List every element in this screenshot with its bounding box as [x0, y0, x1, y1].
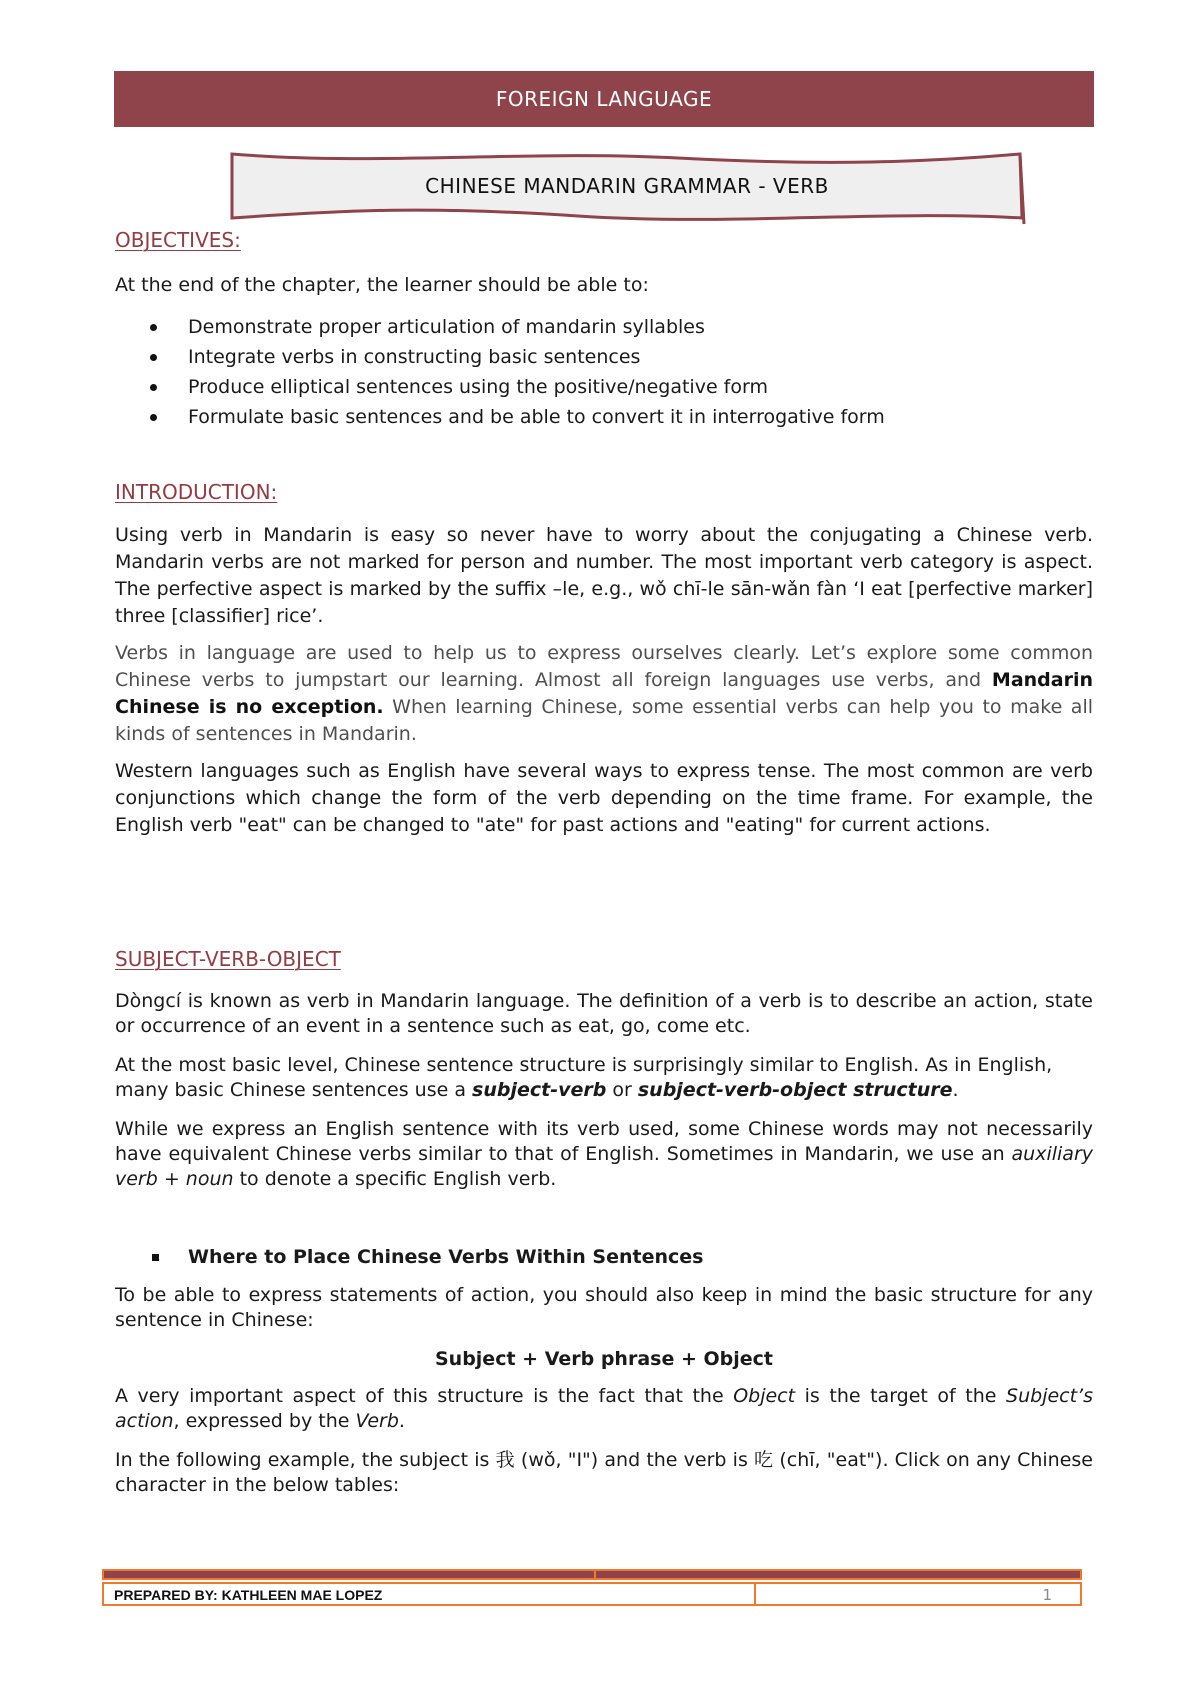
placement-paragraph-1: To be able to express statements of action, you should also keep in mind the basic structure for any sentence in Chinese: — [115, 1284, 1093, 1331]
placement-subheading: Where to Place Chinese Verbs Within Sentences — [115, 1244, 1093, 1271]
bullet-dot-icon — [150, 414, 157, 421]
svo-heading: SUBJECT-VERB-OBJECT — [115, 947, 341, 971]
objectives-heading: OBJECTIVES: — [115, 228, 241, 252]
footer-accent-bar — [102, 1569, 1082, 1580]
objectives-list — [115, 312, 1093, 432]
chapter-title: CHINESE MANDARIN GRAMMAR - VERB — [425, 174, 829, 198]
placement-paragraph-2: A very important aspect of this structure is the fact that the Object is the target of the Subject’s action, expressed by the Verb. — [115, 1385, 1093, 1432]
svo-paragraph-1: Dòngcí is known as verb in Mandarin language. The definition of a verb is to describe an action, state or occurrence of an event in a sentence such as eat, go, come etc. — [115, 990, 1093, 1037]
prepared-by-label: PREPARED BY: KATHLEEN MAE LOPEZ — [114, 1587, 383, 1603]
objective-item: Formulate basic sentences and be able to convert it in interrogative form — [115, 402, 1093, 432]
objective-item: Demonstrate proper articulation of mandarin syllables — [115, 312, 1093, 342]
objective-item: Integrate verbs in constructing basic sentences — [115, 342, 1093, 372]
page-footer — [102, 1569, 1082, 1606]
objectives-intro: At the end of the chapter, the learner should be able to: — [115, 274, 649, 296]
square-bullet-icon — [152, 1254, 159, 1261]
footer-info-row — [102, 1582, 1082, 1606]
subject-header-band — [114, 71, 1094, 127]
introduction-paragraph-1: Using verb in Mandarin is easy so never have to worry about the conjugating a Chinese verb. Mandarin verbs are not marked for person and number. The most important verb category is aspect. The perfective aspect is marked by the suffix –le, e.g., wǒ chī-le sān-wǎn fàn ‘I eat [perfective marker] three [classifier] rice’. — [115, 524, 1093, 627]
introduction-paragraph-3: Western languages such as English have several ways to express tense. The most common are verb conjunctions which change the form of the verb depending on the time frame. For example, the English verb "eat" can be changed to "ate" for past actions and "eating" for current actions. — [115, 760, 1093, 836]
sentence-structure-formula: Subject + Verb phrase + Object — [434, 1348, 773, 1370]
svo-paragraph-2: At the most basic level, Chinese sentence structure is surprisingly similar to English. As in English, many basic Chinese sentences use a subject-verb or subject-verb-object structure. — [115, 1054, 1053, 1101]
page-number: 1 — [1042, 1586, 1052, 1604]
svo-paragraph-3: While we express an English sentence with its verb used, some Chinese words may not necessarily have equivalent Chinese verbs similar to that of English. Sometimes in Mandarin, we use an auxiliary verb + noun to denote a specific English verb. — [115, 1118, 1093, 1190]
bullet-dot-icon — [150, 354, 157, 361]
title-scroll-banner — [228, 148, 1026, 228]
introduction-paragraph-2: Verbs in language are used to help us to express ourselves clearly. Let’s explore some common Chinese verbs to jumpstart our learning. Almost all foreign languages use verbs, and Mandarin Chinese is no exception. When learning Chinese, some essential verbs can help you to make all kinds of sentences in Mandarin. — [115, 642, 1094, 745]
subject-header-label: FOREIGN LANGUAGE — [495, 87, 713, 111]
bullet-dot-icon — [150, 384, 157, 391]
placement-paragraph-3: In the following example, the subject is 我 (wǒ, "I") and the verb is 吃 (chī, "eat"). Click on any Chinese character in the below tables: — [115, 1449, 1093, 1496]
introduction-heading: INTRODUCTION: — [115, 480, 278, 504]
main-content — [115, 226, 1093, 1498]
bullet-dot-icon — [150, 324, 157, 331]
objective-item: Produce elliptical sentences using the positive/negative form — [115, 372, 1093, 402]
